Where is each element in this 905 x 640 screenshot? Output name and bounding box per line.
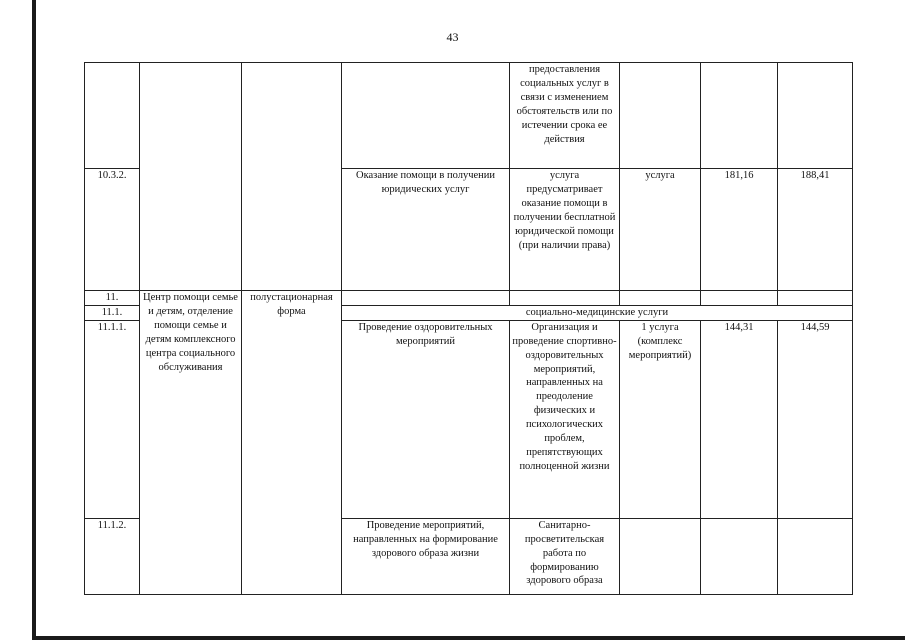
service-description: предоставления социальных услуг в связи с изменением обстоятельств или по истечении срока ее действия [510, 63, 620, 169]
org-cell [140, 63, 242, 291]
services-table [84, 62, 853, 595]
service-name: Проведение мероприятий, направленных на формирование здорового образа жизни [342, 518, 510, 594]
service-unit [620, 518, 701, 594]
price-1 [701, 518, 778, 594]
scan-border-left [32, 0, 36, 640]
price-1: 181,16 [701, 169, 778, 291]
service-name [342, 63, 510, 169]
service-description: услуга предусматривает оказание помощи в получении бесплатной юридической помощи (при наличии права) [510, 169, 620, 291]
empty-cell [620, 291, 701, 306]
table-row [85, 291, 853, 306]
price-2: 144,59 [778, 320, 853, 518]
service-form: полустационарная форма [242, 291, 342, 595]
page-number: 43 [446, 30, 459, 44]
price-2 [778, 63, 853, 169]
row-number: 10.3.2. [85, 169, 140, 291]
empty-cell [701, 291, 778, 306]
service-unit: услуга [620, 169, 701, 291]
row-number [85, 63, 140, 169]
row-number: 11. [85, 291, 140, 306]
price-1 [701, 63, 778, 169]
service-unit [620, 63, 701, 169]
empty-cell [778, 291, 853, 306]
org-name: Центр помощи семье и детям, отделение помощи семье и детям комплексного центра социального обслуживания [140, 291, 242, 595]
service-name: Проведение оздоровительных мероприятий [342, 320, 510, 518]
scan-border-bottom [32, 636, 905, 640]
table-row [85, 63, 853, 169]
price-1: 144,31 [701, 320, 778, 518]
price-2 [778, 518, 853, 594]
empty-cell [342, 291, 510, 306]
row-number: 11.1. [85, 305, 140, 320]
empty-cell [510, 291, 620, 306]
service-description: Санитарно-просветительская работа по формированию здорового образа [510, 518, 620, 594]
service-name: Оказание помощи в получении юридических услуг [342, 169, 510, 291]
service-unit: 1 услуга (комплекс мероприятий) [620, 320, 701, 518]
row-number: 11.1.2. [85, 518, 140, 594]
form-cell [242, 63, 342, 291]
row-number: 11.1.1. [85, 320, 140, 518]
section-heading: социально-медицинские услуги [342, 305, 853, 320]
price-2: 188,41 [778, 169, 853, 291]
service-description: Организация и проведение спортивно-оздоровительных мероприятий, направленных на преодоление физических и психологических проблем, препятствующих полноценной жизни [510, 320, 620, 518]
